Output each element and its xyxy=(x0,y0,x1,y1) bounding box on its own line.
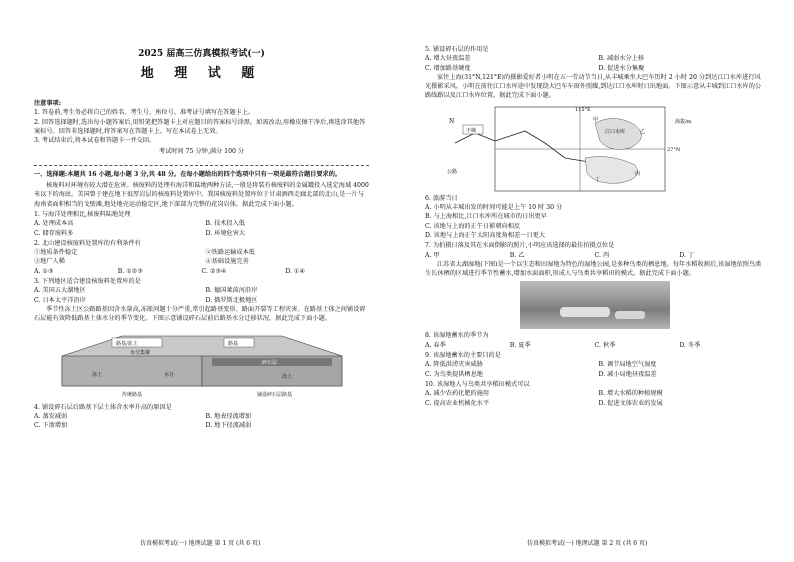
wetland-pond-2 xyxy=(615,311,645,319)
q5-option-d: D. 促进水分集聚 xyxy=(598,64,645,72)
q8-option-b: B. 夏季 xyxy=(509,341,531,349)
city-label: 丰城 xyxy=(466,127,477,134)
notes-heading: 注意事项: xyxy=(34,100,62,107)
q6-option-d: D. 该地与上海正午太阳高度角相差一日更大 xyxy=(425,231,546,239)
wetland-pond xyxy=(560,307,610,317)
q8-option-a: A. 春季 xyxy=(425,341,446,349)
point-yi: 乙 xyxy=(640,128,646,135)
q6-option-c: C. 该地与上海的正午日影朝向相反 xyxy=(425,222,521,230)
question-5 xyxy=(425,45,764,73)
legend-road: 公路 xyxy=(447,168,458,175)
legend-elevation: 海拔/m xyxy=(675,118,692,125)
question-10 xyxy=(425,380,764,408)
question-6 xyxy=(425,194,764,240)
q6-option-b: B. 与上海相比,江口水库所在城市的日出更早 xyxy=(425,213,547,221)
point-jia: 甲 xyxy=(593,116,599,123)
caption-gravel: 铺设碎石层路基 xyxy=(257,391,293,398)
map-svg xyxy=(435,103,755,193)
caption-traditional: 传统路基 xyxy=(122,391,143,398)
point-ding: 丁 xyxy=(595,176,601,183)
question-4-stem: 4. 铺设碎石层后路基下层土体含水率升高的原因是 xyxy=(34,403,172,411)
exam-info: 考试时间 75 分钟,满分 100 分 xyxy=(158,148,245,156)
label-frozen-soil: 冻土 xyxy=(92,371,103,378)
question-3-stem: 3. 下列地区适合建设核废料处置库的是 xyxy=(34,278,141,286)
q2-item-3: ③地广人稀 xyxy=(34,258,65,266)
q5-option-c: C. 增加路基硬度 xyxy=(425,64,471,72)
label-roadbed-frozen: 路基/冻土 xyxy=(116,340,138,347)
q3-option-c: C. 日本太平洋沿岸 xyxy=(34,296,86,304)
wetland-photo xyxy=(520,281,670,329)
q2-item-1: ①地质条件稳定 xyxy=(34,249,78,257)
q2-item-2: ②铁路运输成本低 xyxy=(205,249,255,257)
question-4 xyxy=(34,403,369,431)
q1-option-d: D. 环境危害大 xyxy=(205,229,246,237)
q4-option-c: C. 下渗增加 xyxy=(34,422,68,430)
page-2 xyxy=(397,0,794,562)
q7-option-c: C. 丙 xyxy=(594,251,610,259)
q2-item-4: ④基础设施完善 xyxy=(205,258,249,266)
q5-option-b: B. 减弱水分上移 xyxy=(598,55,645,63)
latitude-label: 27°N xyxy=(667,146,681,153)
q7-option-a: A. 甲 xyxy=(425,251,440,259)
q1-option-a: A. 处理成本高 xyxy=(34,220,74,228)
q4-option-b: B. 地表径流增加 xyxy=(205,412,252,420)
q3-option-a: A. 美国五大湖地区 xyxy=(34,287,86,295)
question-8-stem: 8. 该湿地蓄水的季节为 xyxy=(425,332,489,340)
q1-option-c: C. 储存废料多 xyxy=(34,229,74,237)
label-water: 水分 xyxy=(164,371,175,378)
question-9 xyxy=(425,351,764,379)
point-bing: 丙 xyxy=(635,170,641,177)
q8-option-d: D. 冬季 xyxy=(679,341,701,349)
question-10-stem: 10. 该湿地人与鸟类共享稻田模式可以 xyxy=(425,380,530,388)
question-5-stem: 5. 铺设碎石层的作用是 xyxy=(425,46,489,53)
reservoir-map xyxy=(425,103,764,193)
label-roadbed: 路基 xyxy=(228,340,239,347)
q10-option-d: D. 促进文体农业的发展 xyxy=(598,399,663,407)
q7-option-d: D. 丁 xyxy=(679,251,695,259)
q8-option-c: C. 秋季 xyxy=(594,341,616,349)
note-1: 1. 答卷前,考生务必将自己的姓名、考生号、座位号、准考证号填写在答题卡上。 xyxy=(34,109,255,117)
question-2 xyxy=(34,239,369,276)
q2-option-a: A. ①③ xyxy=(34,267,54,275)
q10-option-c: C. 提高农业机械化水平 xyxy=(425,399,490,407)
passage-1: 核废料对环境有较大潜在危害。核废料的处理有海洋和陆地两种方法,一般是将装有核废料的金属罐投入选定海域 4000 米以下的海底。美国曾于建在地下很厚岩层的核废料处置库中。我国核废料处置库位于甘肃酒西走廊北部的北山,是一片与海南省面积相当的戈壁滩,地处地壳运动稳定区,地下深部为完整的花岗岩体。据此完成下面小题。 xyxy=(34,182,369,208)
reservoir-label: 江口水库 xyxy=(605,128,626,135)
q10-option-b: B. 增大水稻的种植规模 xyxy=(598,390,663,398)
roadbed-figure xyxy=(34,326,369,402)
exam-title: 2025 届高三仿真模拟考试(一) xyxy=(138,49,265,59)
q7-option-b: B. 乙 xyxy=(509,251,525,259)
label-frozen-soil-2: 冻土 xyxy=(282,373,293,380)
page-1-footer: 仿真模拟考试(一) 地理试题 第 1 页 (共 6 页) xyxy=(140,540,261,547)
q9-option-c: C. 为鸟类提供栖息地 xyxy=(425,370,483,378)
passage-2: 季节性冻土区公路路基因含水量高,冻胀问题十分严重,常引起路基变形、路面开裂等工程灾害。在路基土体之间铺设碎石层能有效降低路基土体水分的季节变化。下图示意铺设碎石层前后路基水分迁移状况。据此完成下面小题。 xyxy=(34,305,366,323)
q9-option-d: D. 减小局地昼夜温差 xyxy=(598,370,657,378)
question-9-stem: 9. 该湿地蓄水的主要目的是 xyxy=(425,352,501,360)
question-8 xyxy=(425,331,764,350)
q5-option-a: A. 增大昼夜温差 xyxy=(425,55,471,63)
q4-option-d: D. 地下径流减弱 xyxy=(205,422,252,430)
north-arrow: N xyxy=(449,117,455,125)
question-1-stem: 1. 与海洋处理相比,核废料陆地处理 xyxy=(34,210,131,218)
q9-option-a: A. 降低洪涝灾害威胁 xyxy=(425,361,483,369)
q2-option-c: C. ②③④ xyxy=(201,267,227,275)
longitude-label: 115°E xyxy=(575,106,591,113)
q2-option-b: B. ①②③ xyxy=(117,267,143,275)
note-2: 2. 回答选择题时,选出每小题答案后,用铅笔把答题卡上对应题目的答案标号涂黑。如需改动,用橡皮擦干净后,再选涂其他答案标号。回答非选择题时,将答案写在答题卡上。写在本试卷上无效。 xyxy=(34,118,366,135)
page-2-footer: 仿真模拟考试(一) 地理试题 第 2 页 (共 6 页) xyxy=(527,540,648,547)
passage-4: 江苏省太湖湿地(下图)是一个以生态和田湿地为特色的湿地公园,是多种鸟类的栖息地。每年水稻收割后,该湿地依照鸟类生长休栖的区域进行季节性蓄水,增加水面面积,形成人与鸟类共享稻田的模式。据此完成下面小题。 xyxy=(425,260,762,278)
q3-option-d: D. 俄罗斯北极地区 xyxy=(205,296,258,304)
label-water-gather: 水分集聚 xyxy=(130,349,151,356)
q1-option-b: B. 技术投入低 xyxy=(205,220,245,228)
q6-option-a: A. 小明从丰城出发的时间可能是上午 10 时 30 分 xyxy=(425,204,563,212)
q3-option-b: B. 德国莱茵河沿岸 xyxy=(205,287,258,295)
question-2-stem: 2. 北山建设核废料处置库的有利条件有 xyxy=(34,239,141,247)
roadbed-diagram xyxy=(52,326,352,402)
label-gravel: 碎石层 xyxy=(262,359,278,366)
traditional-roadbed xyxy=(62,356,202,386)
question-6-stem: 6. 旅游当日 xyxy=(425,194,458,202)
question-7-stem: 7. 为拍摄日落及其在水面倒影的照片,小明应该选择的最佳拍摄点位是 xyxy=(425,242,615,250)
q10-option-a: A. 减少农药化肥的施用 xyxy=(425,390,490,398)
section-heading: 一、选择题:本题共 16 小题,每小题 3 分,共 48 分。在每小题给出的四个选项中只有一项是最符合题目要求的。 xyxy=(34,170,342,178)
q2-option-d: D. ①④ xyxy=(285,267,306,275)
q4-option-a: A. 蒸发减弱 xyxy=(34,412,68,420)
question-3 xyxy=(34,277,369,305)
passage-3: 家住上海(31°N,121°E)的摄影爱好者小明在五一劳动节当日,从丰城乘坐大巴车历时 2 小时 20 分到达江口水库进行风光摄影采风。小明在前往江口水库途中发现绕大巴车车窗外照耀,到达江口水库时日出地面。下图示意从丰城到江口水库的公路线路以及江口水库位置。据此完成下面小题。 xyxy=(425,73,762,100)
question-7 xyxy=(425,241,764,260)
q9-option-b: B. 调节局地空气湿度 xyxy=(598,361,657,369)
subject-title: 地 理 试 题 xyxy=(140,65,263,81)
separator xyxy=(34,165,369,166)
question-1 xyxy=(34,210,369,238)
note-3: 3. 考试结束后,将本试卷和答题卡一并交回。 xyxy=(34,137,156,145)
